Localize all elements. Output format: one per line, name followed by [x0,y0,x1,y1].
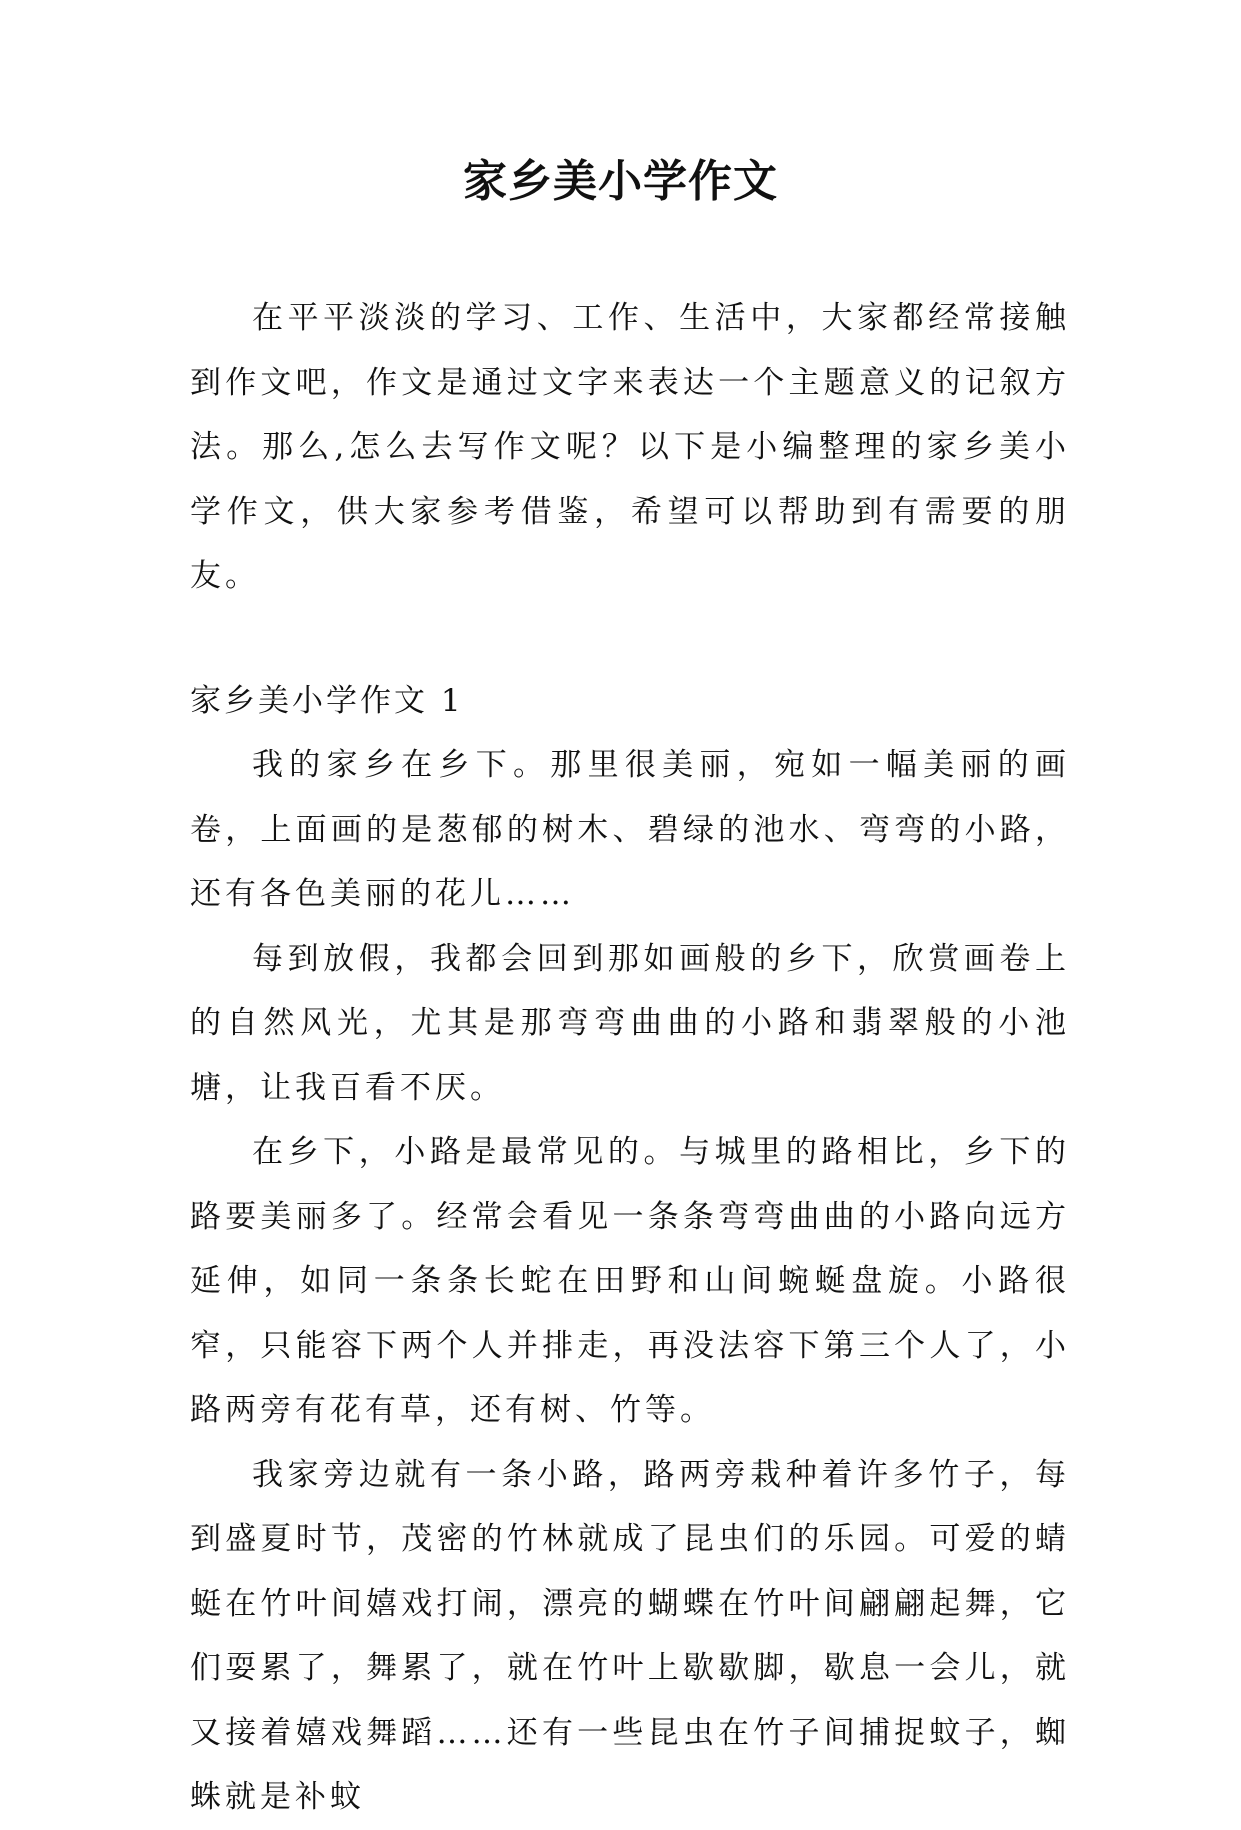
section-heading: 家乡美小学作文 1 [190,682,464,719]
body-paragraph-3: 在乡下，小路是最常见的。与城里的路相比，乡下的路要美丽多了。经常会看见一条条弯弯曲曲的小路向远方延伸，如同一条条长蛇在田野和山间蜿蜒盘旋。小路很窄，只能容下两个人并排走，再没法容下第三个人了，小路两旁有花有草，还有树、竹等。 [190,1134,1070,1428]
intro-paragraph: 在平平淡淡的学习、工作、生活中，大家都经常接触到作文吧，作文是通过文字来表达一个主题意义的记叙方法。那么,怎么去写作文呢？以下是小编整理的家乡美小学作文，供大家参考借鉴，希望可以帮助到有需要的朋友。 [190,300,1070,594]
document-body [190,286,1070,1830]
document-title: 家乡美小学作文 [463,156,778,207]
body-paragraph-1: 我的家乡在乡下。那里很美丽，宛如一幅美丽的画卷，上面画的是葱郁的树木、碧绿的池水、弯弯的小路，还有各色美丽的花儿…… [190,747,1070,912]
body-paragraph-2: 每到放假，我都会回到那如画般的乡下，欣赏画卷上的自然风光，尤其是那弯弯曲曲的小路和翡翠般的小池塘，让我百看不厌。 [190,940,1070,1106]
body-paragraph-4: 我家旁边就有一条小路，路两旁栽种着许多竹子，每到盛夏时节，茂密的竹林就成了昆虫们的乐园。可爱的蜻蜓在竹叶间嬉戏打闹，漂亮的蝴蝶在竹叶间翩翩起舞，它们耍累了，舞累了，就在竹叶上歇歇脚，歇息一会儿，就又接着嬉戏舞蹈……还有一些昆虫在竹子间捕捉蚊子，蜘蛛就是补蚊 [190,1456,1070,1815]
